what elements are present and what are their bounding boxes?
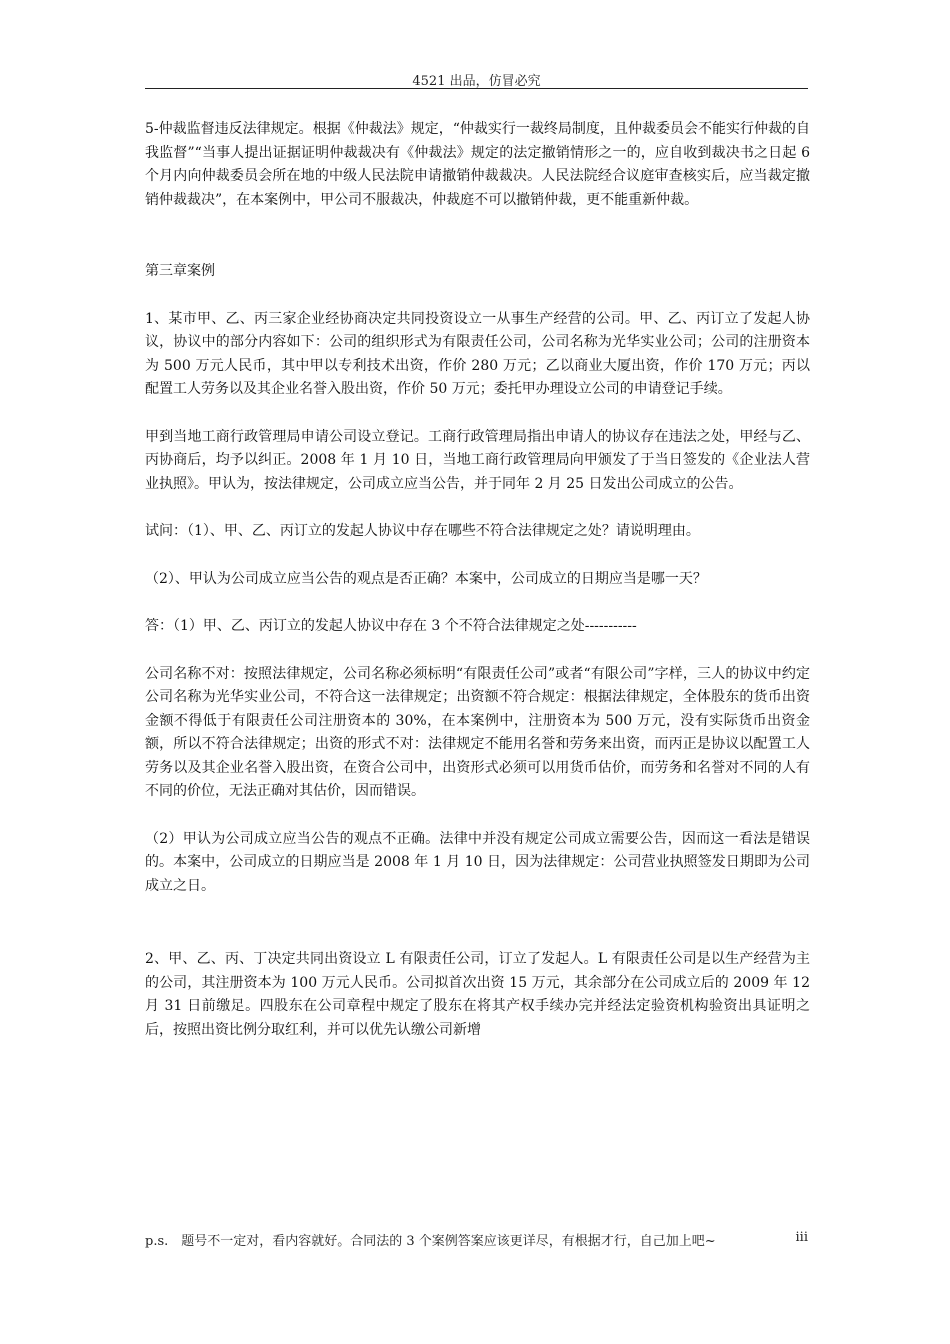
footer-note: p.s. 题号不一定对，看内容就好。合同法的 3 个案例答案应该更详尽，有根据才行，自己加上吧~ [145,1234,716,1249]
answer-1: 公司名称不对：按照法律规定，公司名称必须标明“有限责任公司”或者“有限公司”字样，三人的协议中约定公司名称为光华实业公司，不符合这一法律规定；出资额不符合规定：根据法律规定，全体股东的货币出资金额不得低于有限责任公司注册资本的 30%，在本案例中，注册资本为 500 万元，没有实际货币出资金额，所以不符合法律规定；出资的形式不对：法律规定不能用名誉和劳务来出资，而丙正是协议以配置工人劳务以及其企业名誉入股出资，在资合公司中，出资形式必须可以用货币估价，而劳务和名誉对不同的人有不同的价位，无法正确对其估价，因而错误。 [145,665,810,799]
case-1-text: 1、某市甲、乙、丙三家企业经协商决定共同投资设立一从事生产经营的公司。甲、乙、丙订立了发起人协议，协议中的部分内容如下：公司的组织形式为有限责任公司，公司名称为光华实业公司；公司的注册资本为 500 万元人民币，其中甲以专利技术出资，作价 280 万元；乙以商业大厦出资，作价 170 万元；丙以配置工人劳务以及其企业名誉入股出资，作价 50 万元；委托甲办理设立公司的申请登记手续。 [145,310,810,397]
paragraph-arbitration-supervision: 5-仲裁监督违反法律规定。根据《仲裁法》规定，“仲裁实行一裁终局制度，且仲裁委员会不能实行仲裁的自我监督”“当事人提出证据证明仲裁裁决有《仲裁法》规定的法定撤销情形之一的，应自收到裁决书之日起 6 个月内向仲裁委员会所在地的中级人民法院申请撤销仲裁裁决。人民法院经合议庭审查核实后，应当裁定撤销仲裁裁决”，在本案例中，甲公司不服裁决，仲裁庭不可以撤销仲裁，更不能重新仲裁。 [145,121,810,208]
case-1-detail: 甲到当地工商行政管理局申请公司设立登记。工商行政管理局指出申请人的协议存在违法之处，甲经与乙、丙协商后，均予以纠正。2008 年 1 月 10 日，当地工商行政管理局向甲颁发了于当日签发的《企业法人营业执照》。甲认为，按法律规定，公司成立应当公告，并于同年 2 月 25 日发出公司成立的公告。 [145,428,810,492]
answer-2: （2）甲认为公司成立应当公告的观点不正确。法律中并没有规定公司成立需要公告，因而这一看法是错误的。本案中，公司成立的日期应当是 2008 年 1 月 10 日，因为法律规定：公司营业执照签发日期即为公司成立之日。 [145,830,810,894]
case-2-text: 2、甲、乙、丙、丁决定共同出资设立 L 有限责任公司，订立了发起人。L 有限责任公司是以生产经营为主的公司，其注册资本为 100 万元人民币。公司拟首次出资 15 万元，其余部分在公司成立后的 2009 年 12 月 31 日前缴足。四股东在公司章程中规定了股东在将其产权手续办完并经法定验资机构验资出具证明之后，按照出资比例分取红利，并可以优先认缴公司新增 [145,951,810,1038]
header-divider [145,88,808,89]
answer-intro: 答：（1）甲、乙、丙订立的发起人协议中存在 3 个不符合法律规定之处----------- [145,618,637,634]
page-number: iii [795,1230,808,1245]
page-header: 4521 出品，仿冒必究 [412,74,541,89]
question-2: （2）、甲认为公司成立应当公告的观点是否正确？本案中，公司成立的日期应当是哪一天？ [145,570,707,587]
page-body [145,118,810,1042]
chapter-title: 第三章案例 [145,263,215,279]
question-1: 试问：（1）、甲、乙、丙订立的发起人协议中存在哪些不符合法律规定之处？请说明理由。 [145,523,700,539]
